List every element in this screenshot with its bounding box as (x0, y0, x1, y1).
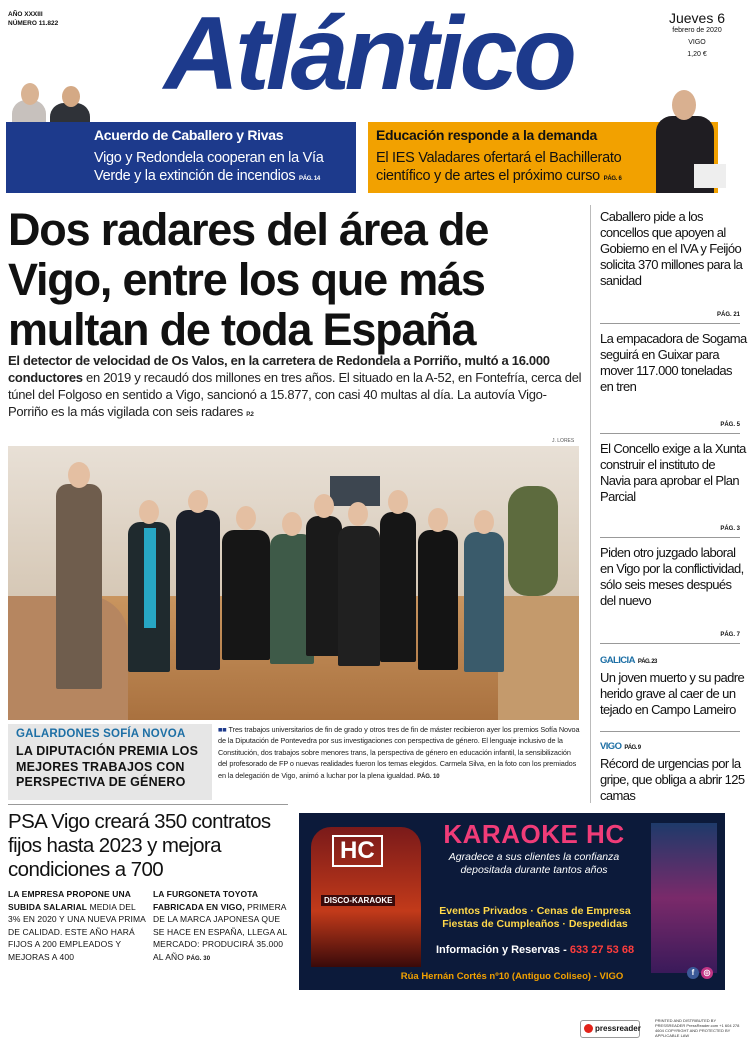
teaser-body (376, 149, 666, 188)
photo-scarf (144, 528, 156, 628)
main-photo (8, 446, 579, 720)
person (56, 484, 102, 689)
person (222, 530, 270, 660)
sidebar-item-page: PÁG. 21 (716, 312, 740, 318)
ad-phone: 633 27 53 68 (569, 944, 635, 956)
issue-date: febrero de 2020 (672, 27, 722, 34)
newspaper-logo[interactable]: Atlántico (164, 0, 573, 112)
psa-col2-page: PÁG. 30 (186, 955, 211, 962)
person (418, 530, 458, 670)
ad-info-label: Información y Reservas - (435, 944, 570, 956)
person-head (139, 500, 159, 524)
teaser-page: PÁG. 6 (603, 176, 622, 182)
ad-info (427, 944, 643, 956)
teaser-text: Vigo y Redondela cooperan en la Vía Verde y la extinción de incendios (94, 150, 324, 184)
instagram-icon: ◎ (701, 967, 713, 979)
psa-column-1 (8, 888, 146, 963)
main-lead (8, 352, 582, 424)
sidebar-item[interactable]: La empacadora de Sogama seguirá en Guixar para mover 117.000 toneladas en tren (600, 331, 747, 394)
sidebar-divider-line (600, 323, 740, 324)
sidebar-item-page: PÁG. 5 (720, 422, 740, 428)
person (338, 526, 380, 666)
caption-marker: ■■ (218, 725, 229, 734)
photo-seats-right (498, 596, 579, 720)
sidebar-item-galicia[interactable] (600, 651, 748, 718)
person-head (68, 462, 90, 488)
ad-disco-label: DISCO-KARAOKE (321, 895, 395, 906)
sidebar-kicker: VIGO (600, 741, 622, 752)
sidebar-kicker-page: PÁG. 23 (637, 659, 657, 665)
teaser-photo-right (650, 84, 730, 193)
galardones-box[interactable] (8, 724, 212, 800)
teaser-headline: Acuerdo de Caballero y Rivas (94, 127, 284, 143)
masthead-left (8, 10, 58, 28)
photo-plant (508, 486, 558, 596)
ad-logo: HC (332, 835, 383, 867)
psa-col2-bold: LA FURGONETA TOYOTA FABRICADA EN VIGO, (153, 889, 258, 912)
sidebar-item-page: PÁG. 7 (720, 632, 740, 638)
pressreader-badge[interactable] (580, 1020, 640, 1038)
person-head (474, 510, 494, 534)
year-label: AÑO XXXIII (8, 11, 43, 18)
galardones-headline: LA DIPUTACIÓN PREMIA LOS MEJORES TRABAJOS CON PERSPECTIVA DE GÉNERO (16, 744, 199, 789)
teaser-text: El IES Valadares ofertará el Bachillerato científico y de artes el próximo curso (376, 150, 622, 184)
ad-thanks: Agradece a sus clientes la confianza depositada durante tantos años (448, 851, 620, 876)
sidebar-divider (590, 205, 591, 803)
person (464, 532, 504, 672)
person-head (348, 502, 368, 526)
pressreader-icon (584, 1024, 593, 1033)
ad-interior-image (651, 823, 717, 973)
teaser-page: PÁG. 14 (299, 176, 320, 182)
person-head (428, 508, 448, 532)
psa-headline[interactable]: PSA Vigo creará 350 contratos fijos hasta 2023 y mejora condiciones a 700 (8, 810, 271, 881)
sidebar-kicker: GALICIA (600, 655, 635, 666)
issue-price: 1,20 € (687, 51, 707, 58)
main-headline[interactable]: Dos radares del área de Vigo, entre los que más multan de toda España (8, 204, 489, 355)
lead-page: P.2 (246, 412, 254, 418)
photo-caption (218, 724, 580, 783)
ad-address: Rúa Hernán Cortés nº10 (Antiguo Coliseo) - VIGO (400, 971, 624, 982)
psa-col1-bold: LA EMPRESA PROPONE UNA SUBIDA SALARIAL (8, 889, 131, 912)
psa-col1-text: MEDIA DEL 3% EN 2020 Y UNA NUEVA PRIMA DE CALIDAD. ESTE AÑO HARÁ FIJOS A 200 EMPLEADOS Y MEJORAS A 400 (8, 901, 146, 962)
pressreader-label: pressreader (595, 1024, 641, 1033)
sidebar-item[interactable]: Piden otro juzgado laboral en Vigo por la conflictividad, sólo seis meses después del nuevo (600, 545, 744, 608)
galardones-kicker: GALARDONES SOFÍA NOVOA (16, 728, 186, 740)
caption-text: Tres trabajos universitarios de fin de grado y otros tres de fin de máster recibieron ayer los premios Sofía Novoa de la Diputación de Pontevedra por sus investigaciones con perspectiva de género. El lenguaje inclusivo de la Constitución, dos trabajos sobre menores trans, la perspectiva de género en educación infantil, la sensibilización del profesorado de FP o nuevas realidades fueron los temas elegidos. Carmela Silva, en la foto con los premiados en la delegación de Vigo, animó a luchar por la plena igualdad. (218, 725, 580, 780)
sidebar-kicker-page: PÁG. 9 (624, 745, 641, 751)
teaser-headline: Educación responde a la demanda (376, 127, 597, 143)
section-divider (8, 804, 288, 805)
sidebar-item[interactable]: Caballero pide a los concellos que apoyen al Gobierno en el IVA y Feijóo solicita 370 millones para la sanidad (600, 209, 743, 288)
sidebar-item-text: Récord de urgencias por la gripe, que obliga a abrir 125 camas (600, 756, 745, 803)
person-head (282, 512, 302, 536)
person-head (314, 494, 334, 518)
issue-number: NÚMERO 11.822 (8, 20, 59, 27)
person-head (188, 490, 208, 513)
person (176, 510, 220, 670)
person-head (388, 490, 408, 514)
sidebar-item-page: PÁG. 3 (720, 526, 740, 532)
person-head (236, 506, 256, 530)
ad-title: KARAOKE HC (443, 819, 625, 849)
sidebar-divider-line (600, 537, 740, 538)
ad-events: Eventos Privados · Cenas de Empresa Fiestas de Cumpleaños · Despedidas (439, 905, 631, 930)
caption-page: PÁG. 10 (417, 773, 440, 780)
photo-credit: J. LORES (552, 438, 575, 444)
sidebar-item-vigo[interactable] (600, 737, 748, 804)
sidebar-divider-line (600, 433, 740, 434)
teaser-caballero-rivas[interactable] (6, 122, 356, 193)
issue-city: VIGO (688, 39, 706, 46)
facebook-icon: f (687, 967, 699, 979)
person (306, 516, 342, 656)
sidebar-divider-line (600, 731, 740, 732)
sidebar (592, 205, 747, 805)
psa-column-2 (153, 888, 291, 965)
masthead-right (650, 10, 744, 60)
footer-fine-print: PRINTED AND DISTRIBUTED BY PRESSREADER PressReader.com +1 604 278 4604 COPYRIGHT AND PROTECTED BY APPLICABLE LAW (655, 1018, 740, 1038)
lead-text: en 2019 y recaudó dos millones en tres años. El situado en la A-52, en Fontefría, cerca del túnel del Folgoso en sentido a Vigo, sancionó a 15.877, con casi 40 multas al día. La autovía Vigo-Porriño es la más vigilada con seis radares (8, 370, 582, 419)
issue-day: Jueves 6 (668, 10, 726, 26)
lead-bold: El detector de velocidad de Os Valos, en la carretera de Redondela a Porriño, multó a 16.000 conductores (8, 353, 550, 385)
teaser-body (94, 149, 354, 188)
sidebar-divider-line (600, 643, 740, 644)
sidebar-item[interactable]: El Concello exige a la Xunta construir el instituto de Navia para aprobar el Plan Parcial (600, 441, 746, 504)
psa-col2-text: PRIMERA DE LA MARCA JAPONESA QUE SE HACE EN ESPAÑA, LLEGA AL MERCADO: PRODUCIRÁ 35.000 AL AÑO (153, 901, 288, 962)
karaoke-ad[interactable] (299, 813, 725, 990)
sidebar-item-text: Un joven muerto y su padre herido grave al caer de un tejado en Campo Lameiro (600, 670, 745, 717)
person (380, 512, 416, 662)
